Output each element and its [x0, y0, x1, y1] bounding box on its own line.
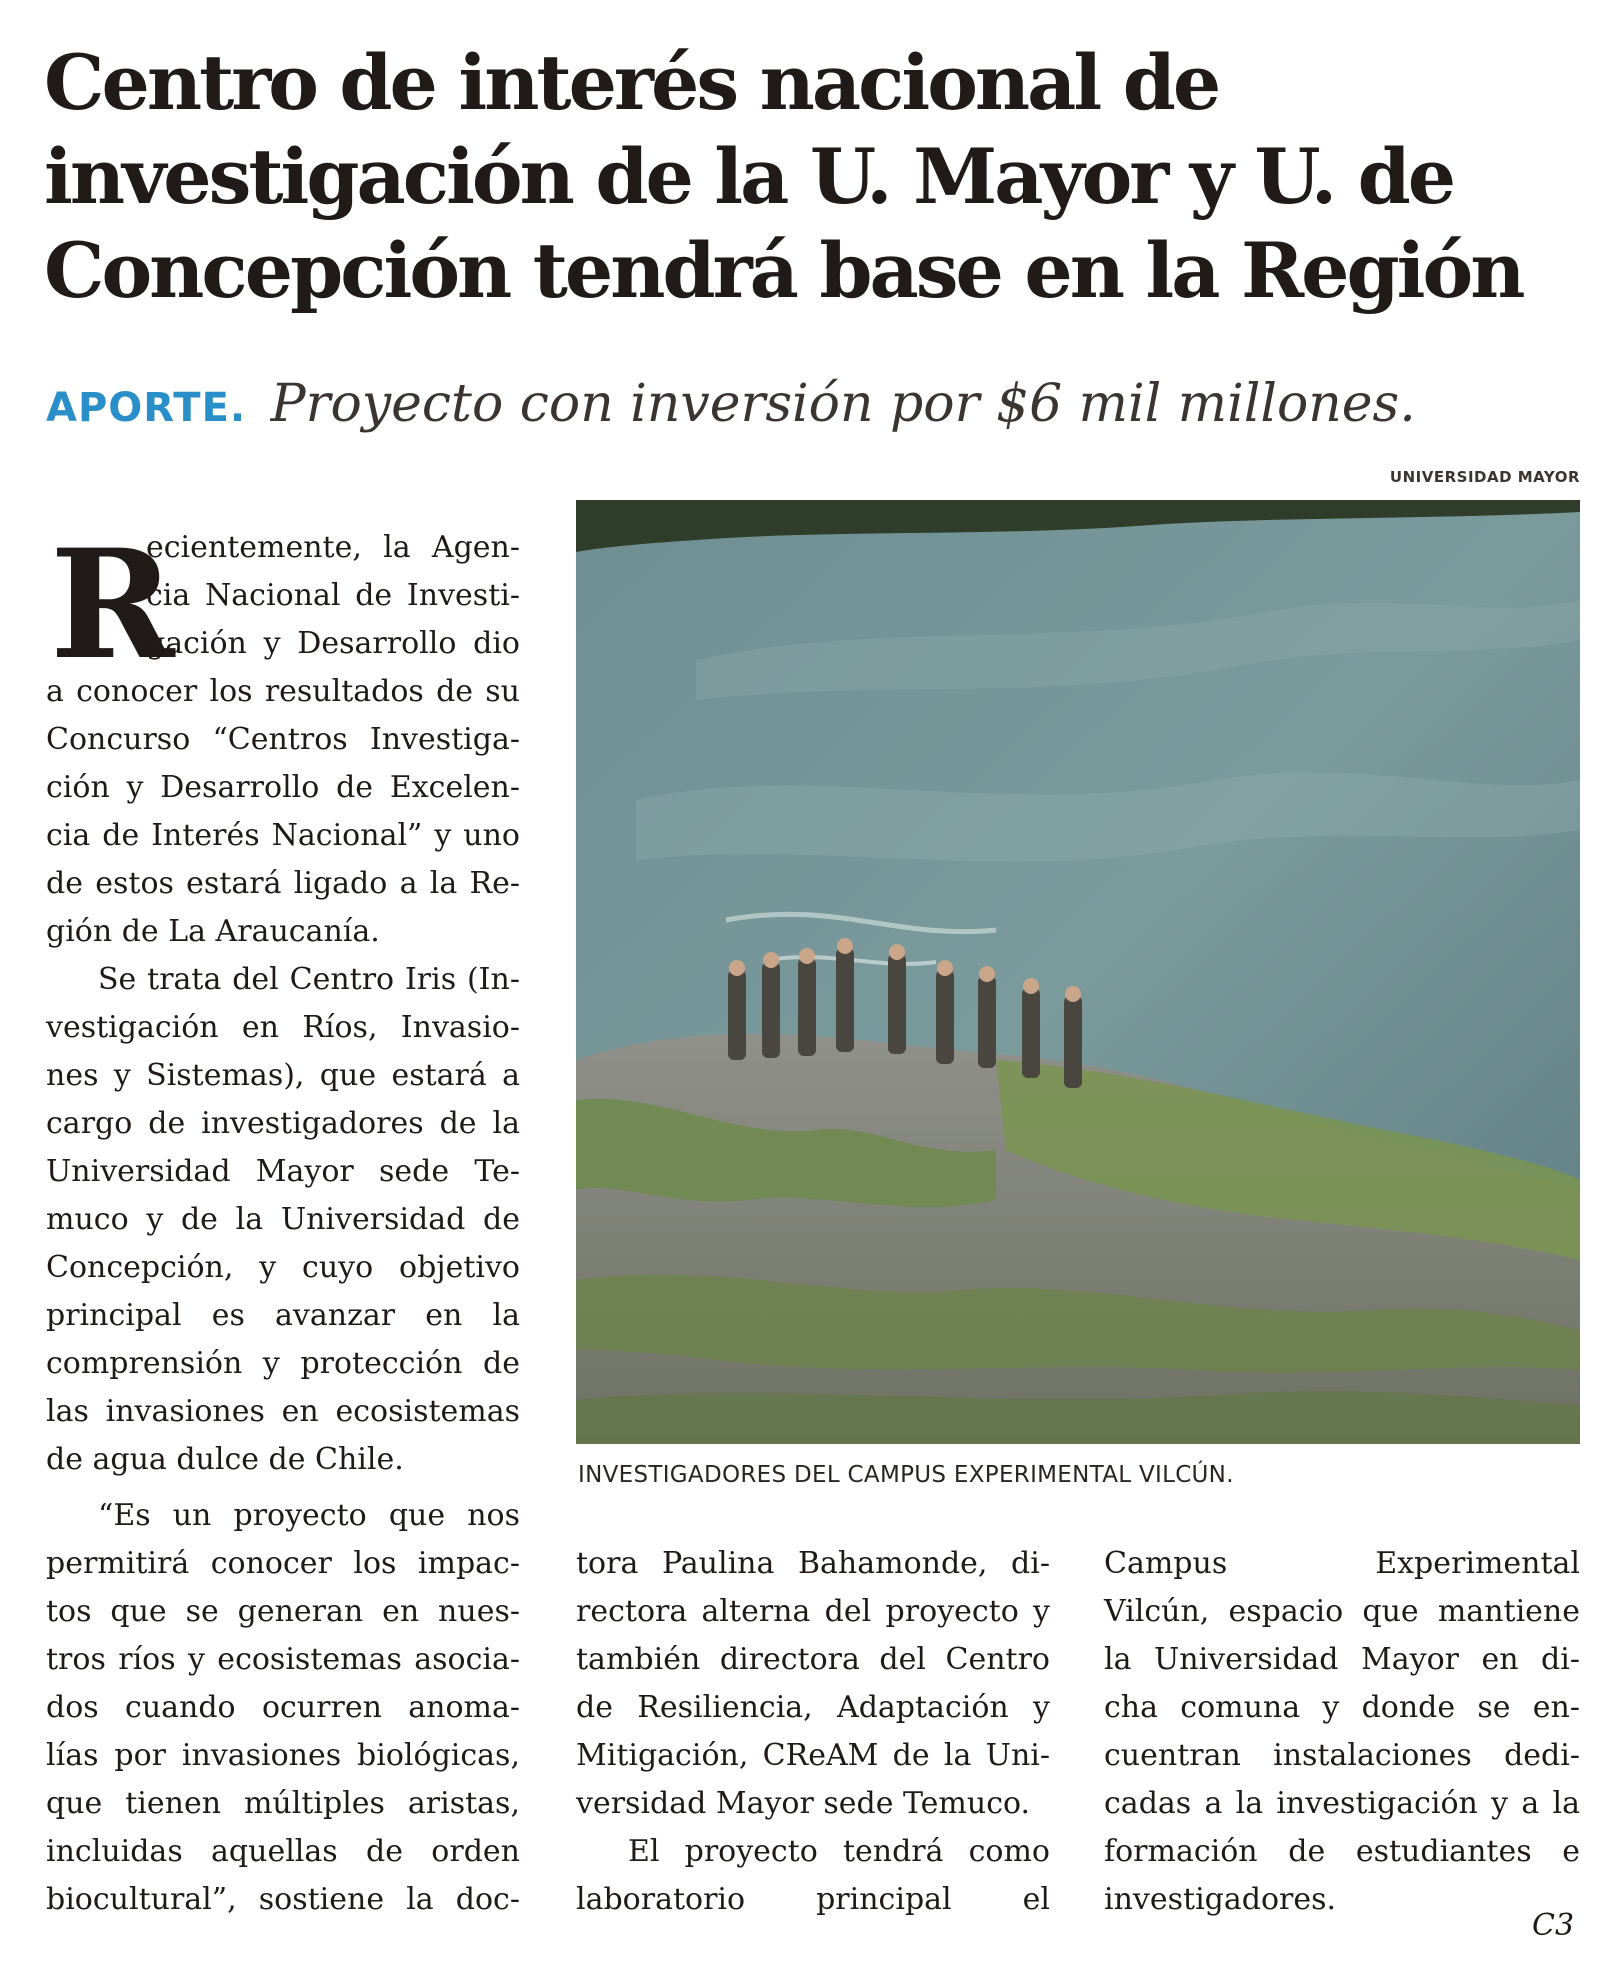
text-line: incluidas aquellas de orden	[46, 1834, 520, 1869]
body-column-2	[576, 1540, 1050, 1924]
deck-kicker: APORTE.	[46, 385, 247, 431]
text-line: biocultural”, sostiene la doc-	[46, 1882, 520, 1917]
text-line: cadas a la investigación y a la	[1104, 1786, 1580, 1821]
text-line: nes y Sistemas), que estará a	[46, 1058, 520, 1093]
text-line: rectora alterna del proyecto y	[576, 1594, 1050, 1629]
text-line: tora Paulina Bahamonde, di-	[576, 1546, 1050, 1581]
text-line: que tienen múltiples aristas,	[46, 1786, 520, 1821]
text-line: ción y Desarrollo de Excelen-	[46, 770, 520, 805]
text-line: cha comuna y donde se en-	[1104, 1690, 1580, 1725]
text-line: la Universidad Mayor en di-	[1104, 1642, 1580, 1677]
text-line: tros ríos y ecosistemas asocia-	[46, 1642, 520, 1677]
text-line: formación de estudiantes e	[1104, 1834, 1580, 1869]
text-line: muco y de la Universidad de	[46, 1202, 520, 1237]
body-column-1-bottom	[46, 1492, 520, 1924]
text-line: Se trata del Centro Iris (In-	[98, 962, 520, 997]
body-column-3	[1104, 1540, 1580, 1924]
text-line: también directora del Centro	[576, 1642, 1050, 1677]
text-line: comprensión y protección de	[46, 1346, 520, 1381]
text-line: vestigación en Ríos, Invasio-	[46, 1010, 520, 1045]
drop-cap: R	[50, 517, 175, 693]
headline	[44, 36, 1584, 318]
text-line: laboratorio principal el	[576, 1882, 1050, 1917]
body-column-1-top	[46, 517, 520, 1484]
text-line: Concurso “Centros Investiga-	[46, 722, 520, 757]
text-line: Vilcún, espacio que mantiene	[1104, 1594, 1580, 1629]
photo-caption: INVESTIGADORES DEL CAMPUS EXPERIMENTAL VILCÚN.	[578, 1462, 1234, 1488]
text-line: El proyecto tendrá como	[628, 1834, 1050, 1869]
text-line: investigadores.	[1104, 1882, 1337, 1917]
text-line: principal es avanzar en la	[46, 1298, 520, 1333]
text-line: de Resiliencia, Adaptación y	[576, 1690, 1050, 1725]
text-line: cia de Interés Nacional” y uno	[46, 818, 520, 853]
deck	[46, 372, 1586, 440]
text-line: Universidad Mayor sede Te-	[46, 1154, 520, 1189]
end-of-article-mark: C3	[1532, 1908, 1575, 1943]
photo-credit: UNIVERSIDAD MAYOR	[1389, 468, 1580, 486]
headline-line: investigación de la U. Mayor y U. de	[44, 132, 1454, 221]
text-line: “Es un proyecto que nos	[98, 1498, 520, 1533]
text-line: de estos estará ligado a la Re-	[46, 866, 520, 901]
text-line: permitirá conocer los impac-	[46, 1546, 520, 1581]
text-line: a conocer los resultados de su	[46, 674, 520, 709]
deck-text: Proyecto con inversión por $6 mil millones.	[270, 374, 1416, 434]
headline-line: Centro de interés nacional de	[44, 38, 1219, 127]
text-line: de agua dulce de Chile.	[46, 1442, 404, 1477]
text-line: lías por invasiones biológicas,	[46, 1738, 520, 1773]
text-line: ecientemente, la Agen-	[146, 530, 520, 565]
text-line: versidad Mayor sede Temuco.	[576, 1786, 1031, 1821]
text-line: Mitigación, CReAM de la Uni-	[576, 1738, 1050, 1773]
text-line: gión de La Araucanía.	[46, 914, 380, 949]
text-line: las invasiones en ecosistemas	[46, 1394, 520, 1429]
text-line: gación y Desarrollo dio	[146, 626, 520, 661]
text-line: tos que se generan en nues-	[46, 1594, 520, 1629]
text-line: Concepción, y cuyo objetivo	[46, 1250, 520, 1285]
text-line: dos cuando ocurren anoma-	[46, 1690, 520, 1725]
text-line: cia Nacional de Investi-	[146, 578, 520, 613]
text-line: Campus Experimental	[1104, 1546, 1580, 1581]
headline-line: Concepción tendrá base en la Región	[44, 226, 1523, 315]
text-line: cuentran instalaciones dedi-	[1104, 1738, 1580, 1773]
news-photo	[576, 500, 1580, 1444]
text-line: cargo de investigadores de la	[46, 1106, 520, 1141]
